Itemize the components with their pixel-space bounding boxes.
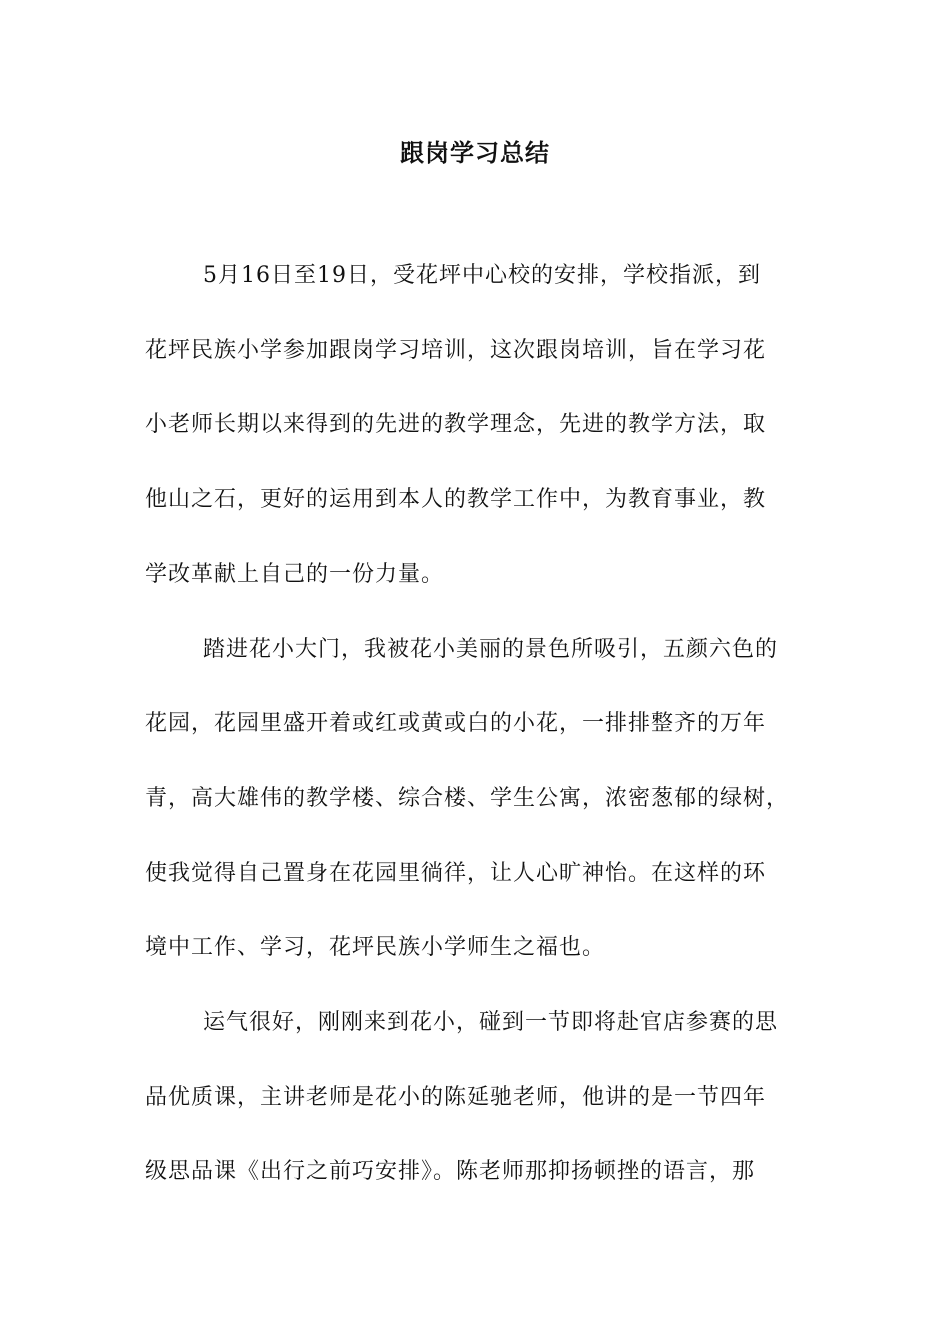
paragraph-1-line-4: 他山之石，更好的运用到本人的教学工作中，为教育事业，教 [145, 487, 767, 512]
paragraph-3-line-3: 级思品课《出行之前巧安排》。陈老师那抑扬顿挫的语言，那 [145, 1159, 756, 1184]
paragraph-2-line-1: 踏进花小大门，我被花小美丽的景色所吸引，五颜六色的 [203, 637, 779, 662]
paragraph-2-line-5: 境中工作、学习，花坪民族小学师生之福也。 [145, 935, 606, 960]
paragraph-1-line-2: 花坪民族小学参加跟岗学习培训，这次跟岗培训，旨在学习花 [145, 338, 767, 363]
paragraph-2-line-4: 使我觉得自己置身在花园里徜徉，让人心旷神怡。在这样的环 [145, 861, 767, 886]
document-title: 跟岗学习总结 [400, 138, 550, 167]
paragraph-2-line-3: 青，高大雄伟的教学楼、综合楼、学生公寓，浓密葱郁的绿树， [145, 786, 790, 811]
paragraph-3-line-1: 运气很好，刚刚来到花小，碰到一节即将赴官店参赛的思 [203, 1010, 779, 1035]
paragraph-3-line-2: 品优质课，主讲老师是花小的陈延驰老师，他讲的是一节四年 [145, 1085, 767, 1110]
paragraph-1-line-3: 小老师长期以来得到的先进的教学理念，先进的教学方法，取 [145, 412, 767, 437]
paragraph-1-line-1: 5月16日至19日，受花坪中心校的安排，学校指派，到 [203, 263, 761, 288]
paragraph-2-line-2: 花园，花园里盛开着或红或黄或白的小花，一排排整齐的万年 [145, 711, 767, 736]
paragraph-1-line-5: 学改革献上自己的一份力量。 [145, 562, 445, 587]
